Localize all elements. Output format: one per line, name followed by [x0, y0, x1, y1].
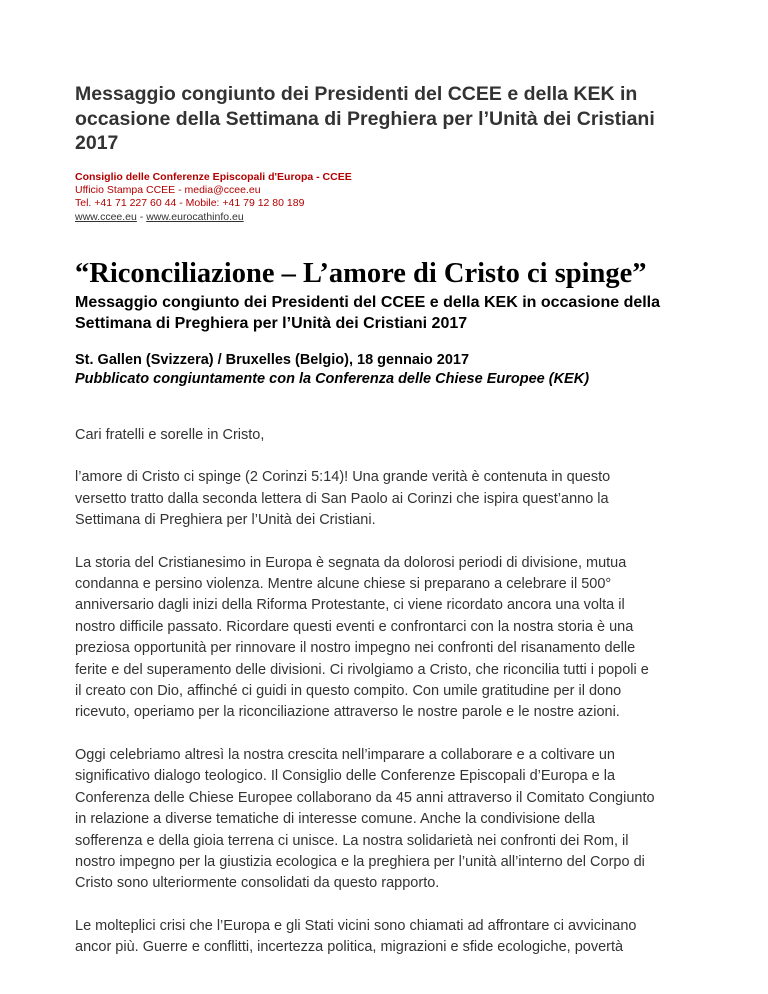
paragraph-line: Settimana di Preghiera per l’Unità dei Cristiani. [75, 512, 376, 529]
paragraph-line: ferite e del superamento delle divisioni. Ci rivolgiamo a Cristo, che riconcilia tutti i popoli e [75, 661, 649, 678]
dateline: St. Gallen (Svizzera) / Bruxelles (Belgio), 18 gennaio 2017 [75, 352, 470, 368]
paragraph-line: condanna e persino violenza. Mentre alcune chiese si preparano a celebrare il 500° [75, 576, 612, 593]
paragraph-line: l’amore di Cristo ci spinge (2 Corinzi 5:14)! Una grande verità è contenuta in questo [75, 469, 611, 486]
paragraph [75, 745, 700, 895]
paragraph-line: Oggi celebriamo altresì la nostra crescita nell’imparare a collaborare e a coltivare un [75, 746, 615, 763]
paragraph-line: anniversario dagli inizi della Riforma Protestante, ci viene ricordato ancora una volta il [75, 597, 625, 614]
article-subtitle [75, 292, 715, 334]
paragraph-line: La storia del Cristianesimo in Europa è segnata da dolorosi periodi di divisione, mutua [75, 554, 627, 571]
header-title-line: 2017 [75, 132, 119, 154]
paragraph-line: sofferenza e della gioia terrena ci unisce. La nostra solidarietà nei confronti dei Rom, il [75, 832, 629, 849]
paragraph-line: Conferenza delle Chiese Europee collaborano da 45 anni attraverso il Comitato Congiunto [75, 789, 655, 806]
ccee-link[interactable]: www.ccee.eu [75, 210, 137, 223]
article-body [75, 425, 700, 980]
paragraph-line: significativo dialogo teologico. Il Consiglio delle Conferenze Episcopali d’Europa e la [75, 768, 616, 785]
paragraph [75, 467, 700, 531]
phone-numbers: Tel. +41 71 227 60 44 - Mobile: +41 79 12 80 189 [75, 197, 305, 210]
paragraph-greeting [75, 425, 700, 446]
org-contact-block [75, 171, 695, 224]
dateline-block [75, 351, 715, 389]
paragraph [75, 553, 700, 724]
paragraph-line: nostro impegno per la giustizia ecologica e la preghiera per l’unità all’interno del Corpo di [75, 853, 645, 870]
org-links [75, 211, 695, 224]
published-note: Pubblicato congiuntamente con la Conferenza delle Chiese Europee (KEK) [75, 371, 590, 387]
paragraph-line: ancor più. Guerre e conflitti, incertezza politica, migrazioni e sfide ecologiche, povertà [75, 939, 624, 956]
paragraph-line: ricevuto, operiamo per la riconciliazione attraverso le nostre parole e le nostre azioni. [75, 704, 620, 721]
paragraph-line: Cari fratelli e sorelle in Cristo, [75, 427, 265, 443]
paragraph-line: in relazione a diverse tematiche di interesse comune. Anche la condivisione della [75, 811, 595, 828]
paragraph-line: il creato con Dio, affinché ci guidi in questo compito. Con umile gratitudine per il dono [75, 683, 622, 700]
link-separator: - [139, 210, 144, 223]
paragraph-line: preziosa opportunità per rinnovare il nostro impegno nei confronti del risanamento delle [75, 640, 636, 657]
header-title-line: occasione della Settimana di Preghiera per l’Unità dei Cristiani [75, 107, 655, 130]
paragraph-line: nostro difficile passato. Ricordare questi eventi e confrontarci con la nostra storia è una [75, 618, 634, 635]
eurocathinfo-link[interactable]: www.eurocathinfo.eu [146, 210, 244, 223]
subtitle-line: Messaggio congiunto dei Presidenti del CCEE e della KEK in occasione della [75, 294, 661, 311]
header-title-line: Messaggio congiunto dei Presidenti del CCEE e della KEK in [75, 83, 638, 105]
subtitle-line: Settimana di Preghiera per l’Unità dei Cristiani 2017 [75, 315, 468, 332]
paragraph-line: Cristo sono ulteriormente consolidati da questo rapporto. [75, 875, 440, 892]
press-office: Ufficio Stampa CCEE - media@ccee.eu [75, 184, 261, 197]
paragraph-line: Le molteplici crisi che l’Europa e gli Stati vicini sono chiamati ad affrontare ci avvicinano [75, 917, 637, 934]
paragraph-line: versetto tratto dalla seconda lettera di San Paolo ai Corinzi che ispira quest’anno la [75, 490, 609, 507]
org-name: Consiglio delle Conferenze Episcopali d'Europa - CCEE [75, 171, 352, 183]
paragraph [75, 916, 700, 959]
header-title [75, 82, 705, 156]
article-title: “Riconciliazione – L’amore di Cristo ci spinge” [75, 258, 647, 289]
